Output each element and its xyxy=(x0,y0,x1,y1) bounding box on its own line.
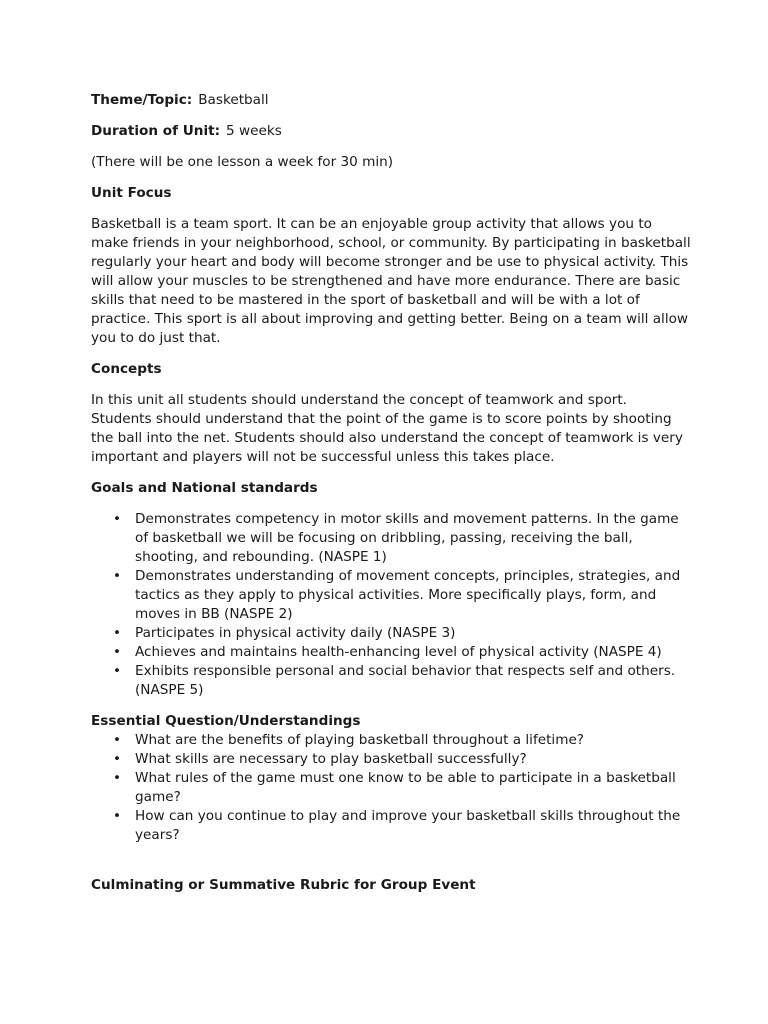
goals-heading: Goals and National standards xyxy=(91,480,318,496)
concepts-heading: Concepts xyxy=(91,361,162,377)
theme-value: Basketball xyxy=(198,92,269,108)
unit-focus-text: Basketball is a team sport. It can be an enjoyable group activity that allows you to make friends in your neighborhood, school, or community. By participating in basketball regularly your heart and body will become stronger and be use to physical activity. This will allow your muscles to be strengthened and have more endurance. There are basic skills that need to be mastered in the sport of basketball and will be with a lot of practice. This sport is all about improving and getting better. Being on a team will allow you to do just that. xyxy=(91,216,691,346)
goal-text: Demonstrates understanding of movement concepts, principles, strategies, and tactics as they apply to physical activities. More specifically plays, form, and moves in BB (NASPE 2) xyxy=(135,568,681,622)
list-item xyxy=(91,731,691,750)
question-text: What skills are necessary to play basketball successfully? xyxy=(135,751,527,767)
bullet-icon: • xyxy=(113,663,122,679)
bullet-icon: • xyxy=(113,568,122,584)
bullet-icon: • xyxy=(113,511,122,527)
goal-text: Demonstrates competency in motor skills and movement patterns. In the game of basketball we will be focusing on dribbling, passing, receiving the ball, shooting, and rebounding. (NASPE 1) xyxy=(135,511,679,565)
unit-focus-heading: Unit Focus xyxy=(91,185,172,201)
goal-text: Exhibits responsible personal and social behavior that respects self and others. (NASPE 5) xyxy=(135,663,676,698)
bullet-icon: • xyxy=(113,770,122,786)
goal-text: Achieves and maintains health-enhancing level of physical activity (NASPE 4) xyxy=(135,644,662,660)
list-item xyxy=(91,807,691,845)
bullet-icon: • xyxy=(113,808,122,824)
question-text: How can you continue to play and improve your basketball skills throughout the years? xyxy=(135,808,681,843)
list-item xyxy=(91,510,691,567)
list-item xyxy=(91,750,691,769)
culminating-heading: Culminating or Summative Rubric for Group Event xyxy=(91,877,476,893)
document-page xyxy=(91,91,691,895)
question-text: What are the benefits of playing basketball throughout a lifetime? xyxy=(135,732,585,748)
goals-list xyxy=(91,510,691,700)
list-item xyxy=(91,769,691,807)
list-item xyxy=(91,567,691,624)
bullet-icon: • xyxy=(113,625,122,641)
concepts-text: In this unit all students should understand the concept of teamwork and sport. Students should understand that the point of the game is to score points by shooting the ball into the net. Students should also understand the concept of teamwork is very important and players will not be successful unless this takes place. xyxy=(91,392,683,465)
bullet-icon: • xyxy=(113,732,122,748)
question-text: What rules of the game must one know to be able to participate in a basketball game? xyxy=(135,770,676,805)
list-item xyxy=(91,624,691,643)
bullet-icon: • xyxy=(113,751,122,767)
list-item xyxy=(91,662,691,700)
essential-list xyxy=(91,731,691,845)
duration-label: Duration of Unit: xyxy=(91,123,221,139)
goal-text: Participates in physical activity daily (NASPE 3) xyxy=(135,625,456,641)
duration-line xyxy=(91,122,691,141)
theme-line xyxy=(91,91,691,110)
duration-note: (There will be one lesson a week for 30 min) xyxy=(91,154,394,170)
essential-heading: Essential Question/Understandings xyxy=(91,713,361,729)
theme-label: Theme/Topic: xyxy=(91,92,193,108)
bullet-icon: • xyxy=(113,644,122,660)
duration-value: 5 weeks xyxy=(226,123,282,139)
list-item xyxy=(91,643,691,662)
